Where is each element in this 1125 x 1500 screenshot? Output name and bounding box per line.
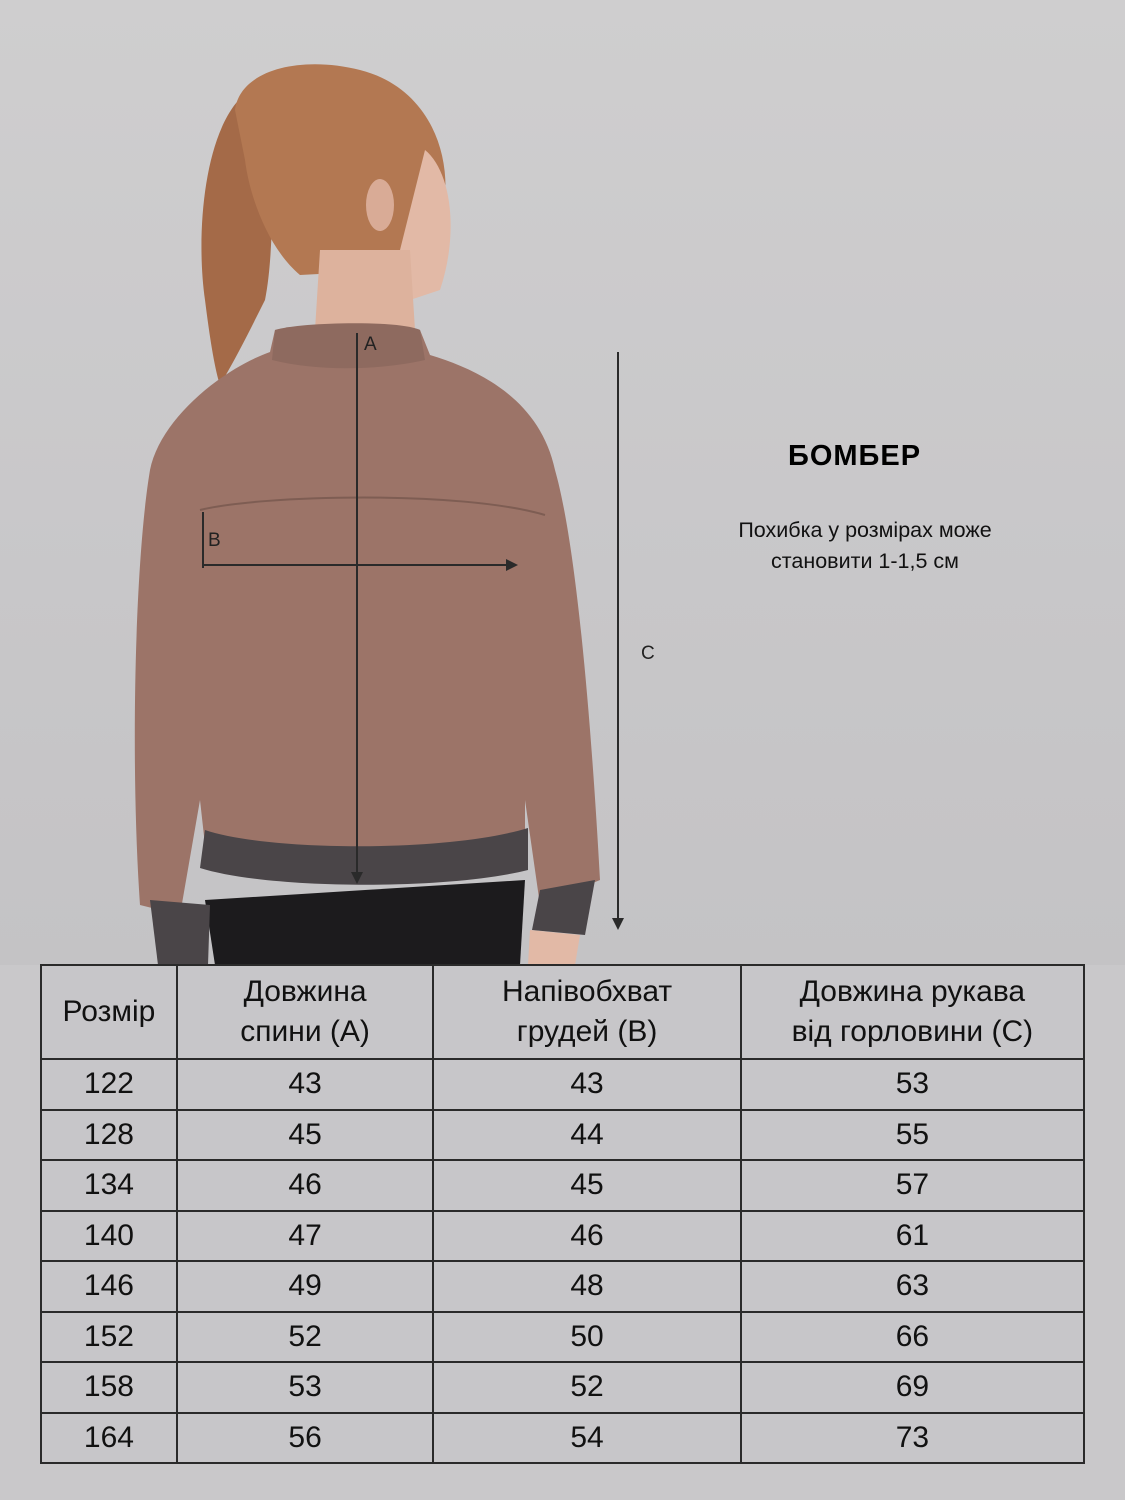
tolerance-note-line-1: Похибка у розмірах може xyxy=(738,518,992,542)
measure-label-b: B xyxy=(208,530,221,551)
header-size-label: Розмір xyxy=(62,995,156,1028)
measure-label-a: A xyxy=(364,334,377,355)
size-cell: 152 xyxy=(41,1312,177,1363)
table-row xyxy=(41,1362,1084,1413)
half-chest-cell: 52 xyxy=(433,1362,740,1413)
size-cell: 122 xyxy=(41,1059,177,1110)
half-chest-cell: 45 xyxy=(433,1160,740,1211)
sleeve-length-cell: 57 xyxy=(741,1160,1084,1211)
table-row xyxy=(41,1312,1084,1363)
header-half-chest xyxy=(433,965,740,1059)
header-half-chest-line-1: Напівобхват xyxy=(502,975,673,1008)
back-length-cell: 49 xyxy=(177,1261,433,1312)
header-sleeve-length xyxy=(741,965,1084,1059)
table-row xyxy=(41,1211,1084,1262)
tolerance-note xyxy=(700,515,1030,577)
size-cell: 128 xyxy=(41,1110,177,1161)
half-chest-cell: 48 xyxy=(433,1261,740,1312)
size-cell: 158 xyxy=(41,1362,177,1413)
size-cell: 146 xyxy=(41,1261,177,1312)
half-chest-cell: 43 xyxy=(433,1059,740,1110)
product-title: БОМБЕР xyxy=(788,440,922,472)
table-row xyxy=(41,1059,1084,1110)
back-length-cell: 43 xyxy=(177,1059,433,1110)
size-cell: 140 xyxy=(41,1211,177,1262)
header-back-length xyxy=(177,965,433,1059)
sleeve-length-cell: 53 xyxy=(741,1059,1084,1110)
sleeve-length-cell: 55 xyxy=(741,1110,1084,1161)
half-chest-cell: 54 xyxy=(433,1413,740,1464)
table-row xyxy=(41,1110,1084,1161)
back-length-cell: 47 xyxy=(177,1211,433,1262)
size-cell: 164 xyxy=(41,1413,177,1464)
back-length-cell: 45 xyxy=(177,1110,433,1161)
table-row xyxy=(41,1261,1084,1312)
header-size xyxy=(41,965,177,1059)
tolerance-note-line-2: становити 1-1,5 см xyxy=(771,549,959,573)
back-length-cell: 52 xyxy=(177,1312,433,1363)
back-length-cell: 56 xyxy=(177,1413,433,1464)
half-chest-cell: 46 xyxy=(433,1211,740,1262)
size-cell: 134 xyxy=(41,1160,177,1211)
header-half-chest-line-2: грудей (B) xyxy=(516,1015,658,1048)
sleeve-length-cell: 66 xyxy=(741,1312,1084,1363)
header-back-length-line-2: спини (A) xyxy=(240,1015,370,1048)
header-back-length-line-1: Довжина xyxy=(243,975,367,1008)
half-chest-cell: 50 xyxy=(433,1312,740,1363)
sleeve-length-cell: 73 xyxy=(741,1413,1084,1464)
table-row xyxy=(41,1413,1084,1464)
table-header-row xyxy=(41,965,1084,1059)
sleeve-length-cell: 61 xyxy=(741,1211,1084,1262)
half-chest-cell: 44 xyxy=(433,1110,740,1161)
back-length-cell: 46 xyxy=(177,1160,433,1211)
header-sleeve-length-line-2: від горловини (C) xyxy=(791,1015,1034,1048)
measure-label-c: C xyxy=(641,643,655,664)
sleeve-length-cell: 63 xyxy=(741,1261,1084,1312)
header-sleeve-length-line-1: Довжина рукава xyxy=(799,975,1026,1008)
back-length-cell: 53 xyxy=(177,1362,433,1413)
sleeve-length-cell: 69 xyxy=(741,1362,1084,1413)
size-chart-table xyxy=(40,964,1085,1464)
table-row xyxy=(41,1160,1084,1211)
